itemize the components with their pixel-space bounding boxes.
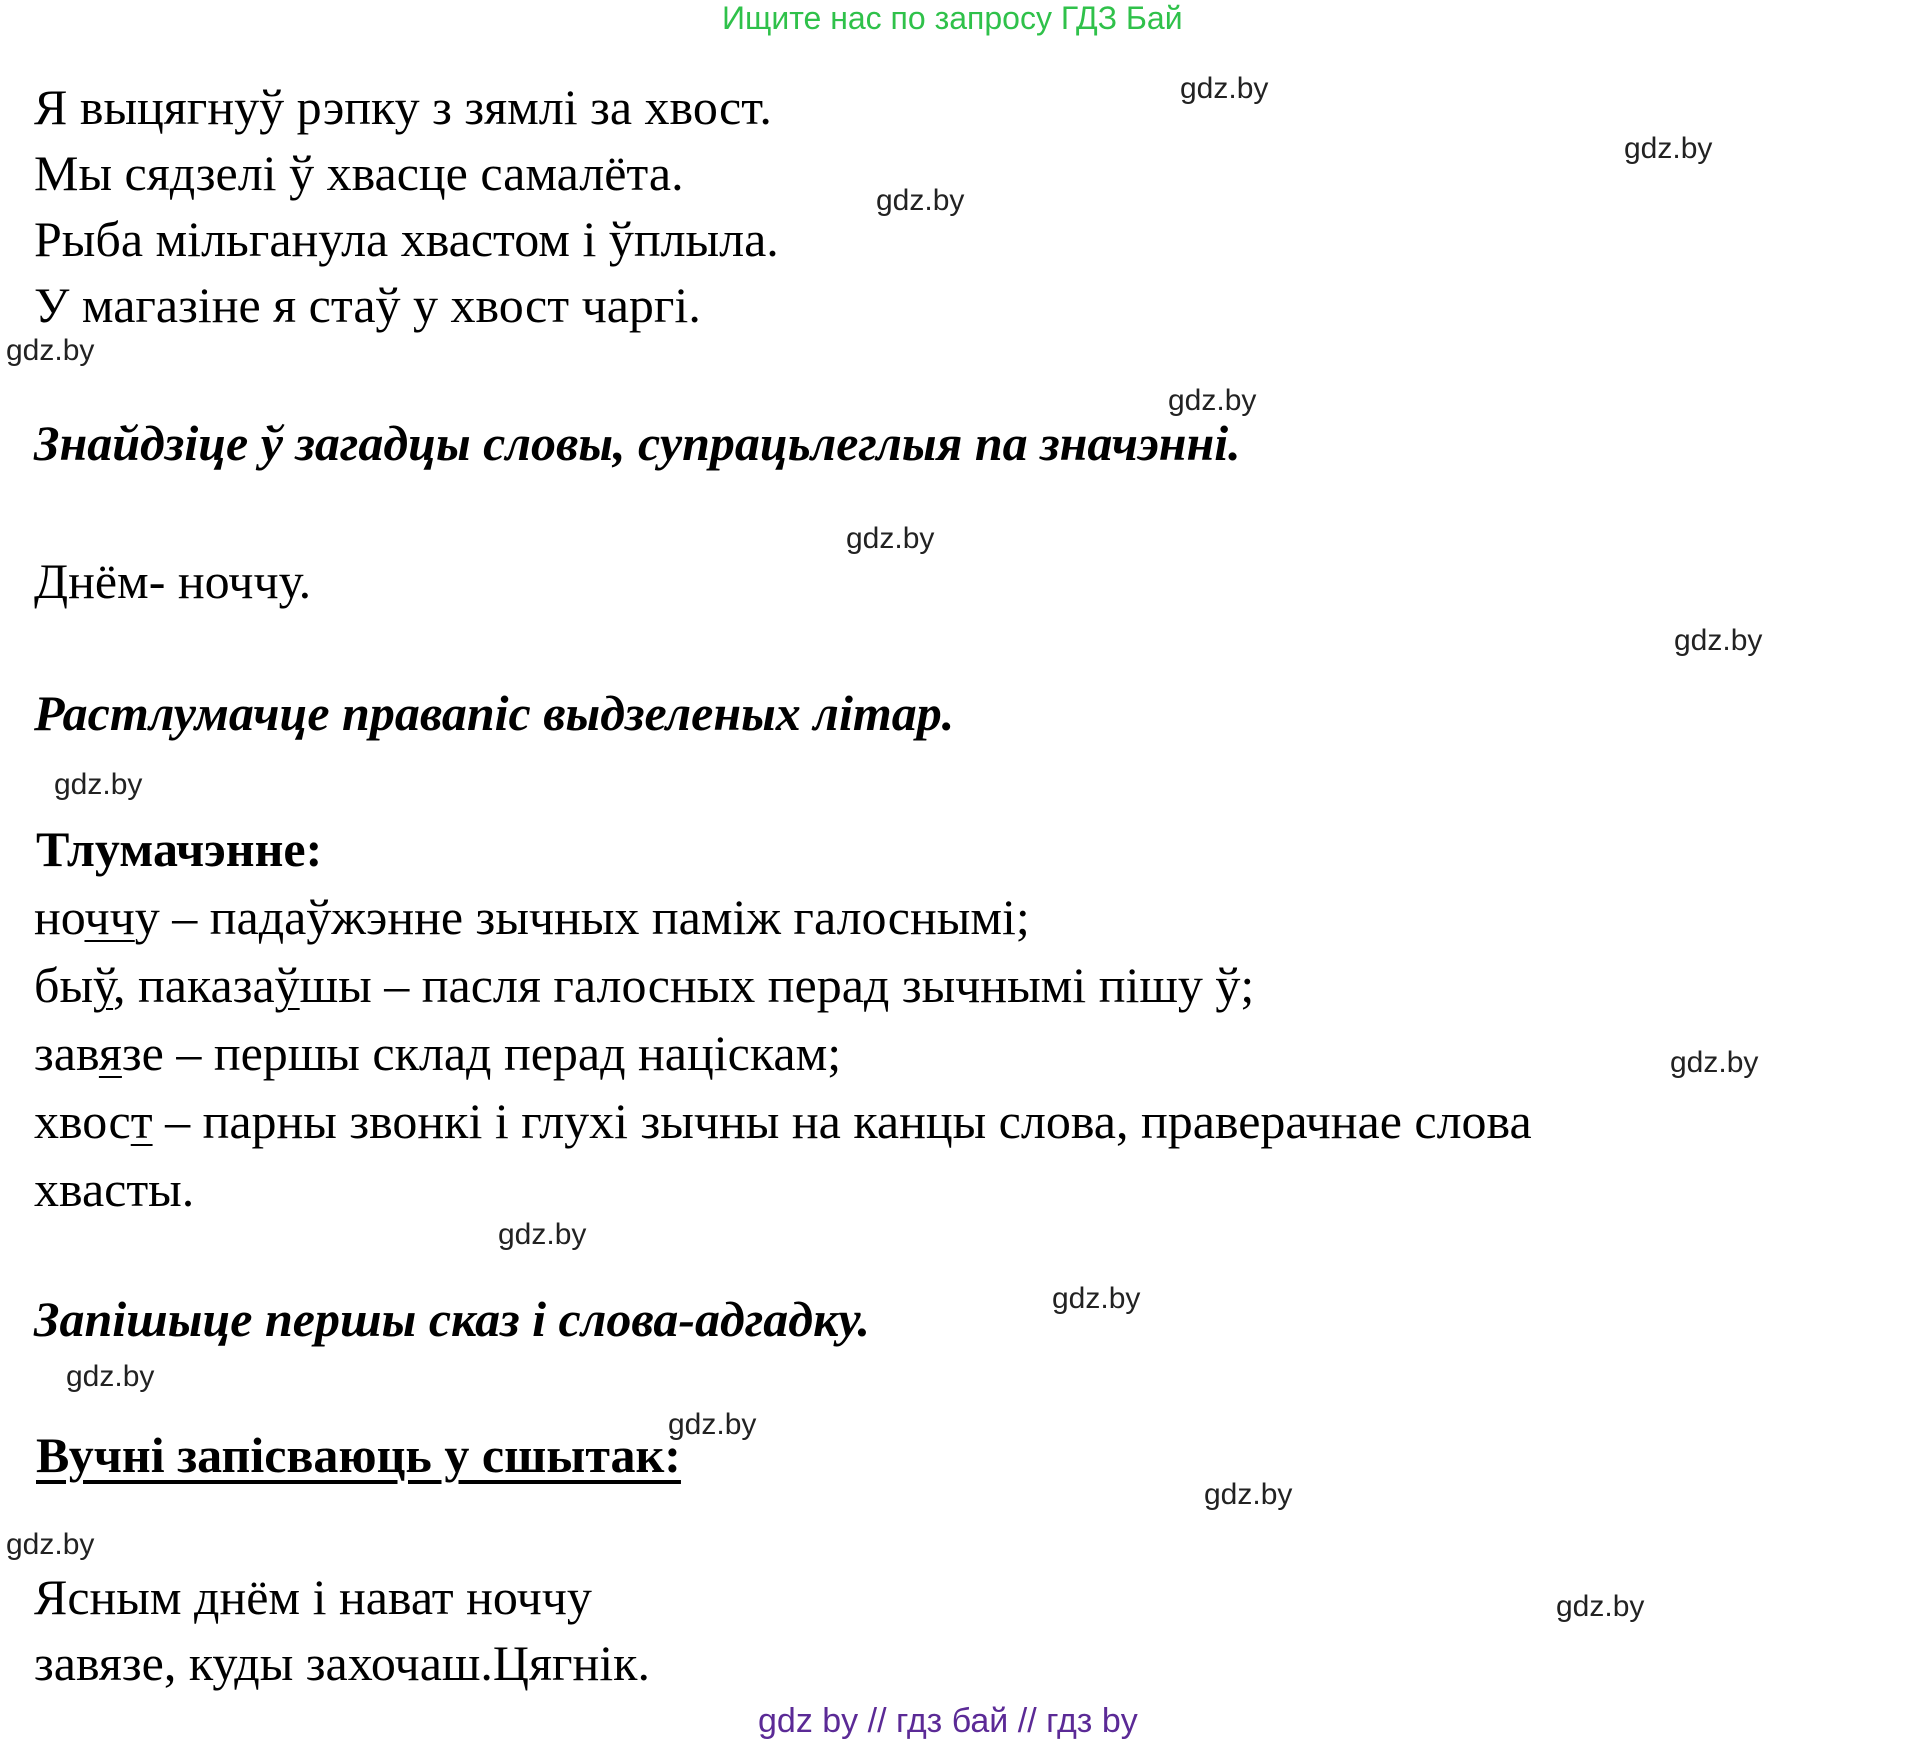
riddle-line-2: завязе, куды захочаш.Цягнік. [34, 1635, 650, 1691]
explanation-title: Тлумачэнне: [36, 821, 323, 877]
highlighted-letters: ў [274, 957, 300, 1013]
watermark: gdz.by [1180, 72, 1269, 105]
highlighted-letters: чч [84, 889, 135, 945]
watermark: gdz.by [498, 1218, 587, 1251]
explanation-text: бы [34, 957, 94, 1013]
explanation-text: зав [34, 1025, 99, 1081]
explanation-text: шы – пасля галосных перад зычнымі пішу ў; [299, 957, 1255, 1013]
explanation-line-1 [34, 884, 1030, 950]
search-banner[interactable]: Ищите нас по запросу ГДЗ Бай [722, 0, 1183, 36]
watermark: gdz.by [1204, 1478, 1293, 1511]
explanation-text: – парны звонкі і глухі зычны на канцы слова, праверачнае слова [152, 1093, 1532, 1149]
explanation-line-4 [34, 1088, 1532, 1154]
explanation-text: зе – першы склад перад націскам; [121, 1025, 842, 1081]
watermark: gdz.by [1670, 1046, 1759, 1079]
watermark: gdz.by [1556, 1590, 1645, 1623]
explanation-text: хвос [34, 1093, 131, 1149]
antonyms-answer: Днём- ноччу. [34, 553, 312, 609]
sentence-1: Я выцягнуў рэпку з зямлі за хвост. [34, 79, 772, 135]
footer-links[interactable]: gdz by // гдз бай // гдз by [758, 1702, 1138, 1740]
watermark: gdz.by [876, 184, 965, 217]
sentence-4: У магазіне я стаў у хвост чаргі. [34, 277, 701, 333]
watermark: gdz.by [6, 334, 95, 367]
explanation-line-5: хвасты. [34, 1161, 195, 1217]
highlighted-letters: я [98, 1025, 122, 1081]
watermark: gdz.by [1624, 132, 1713, 165]
watermark: gdz.by [846, 522, 935, 555]
explanation-line-2 [34, 952, 1254, 1018]
watermark: gdz.by [54, 768, 143, 801]
highlighted-letters: ў [93, 957, 114, 1013]
explanation-text: у – падаўжэнне зычных паміж галоснымі; [134, 889, 1030, 945]
task-write-heading: Запішыце першы сказ і слова-адгадку. [34, 1291, 870, 1347]
riddle-line-1: Ясным днём і нават ноччу [34, 1569, 592, 1625]
watermark: gdz.by [6, 1528, 95, 1561]
explanation-text: , паказа [113, 957, 275, 1013]
highlighted-letters: т [130, 1093, 153, 1149]
watermark: gdz.by [668, 1408, 757, 1441]
explanation-text: но [34, 889, 85, 945]
pupils-write-heading: Вучні запісваюць у сшытак: [36, 1427, 681, 1483]
explanation-line-3 [34, 1020, 841, 1086]
watermark: gdz.by [1052, 1282, 1141, 1315]
watermark: gdz.by [1674, 624, 1763, 657]
task-antonyms-heading: Знайдзіце ў загадцы словы, супрацьлеглыя па значэнні. [34, 415, 1241, 471]
watermark: gdz.by [1168, 384, 1257, 417]
watermark: gdz.by [66, 1360, 155, 1393]
sentence-3: Рыба мільганула хвастом і ўплыла. [34, 211, 779, 267]
task-spelling-heading: Растлумачце правапіс выдзеленых літар. [34, 685, 955, 741]
sentence-2: Мы сядзелі ў хвасце самалёта. [34, 145, 684, 201]
